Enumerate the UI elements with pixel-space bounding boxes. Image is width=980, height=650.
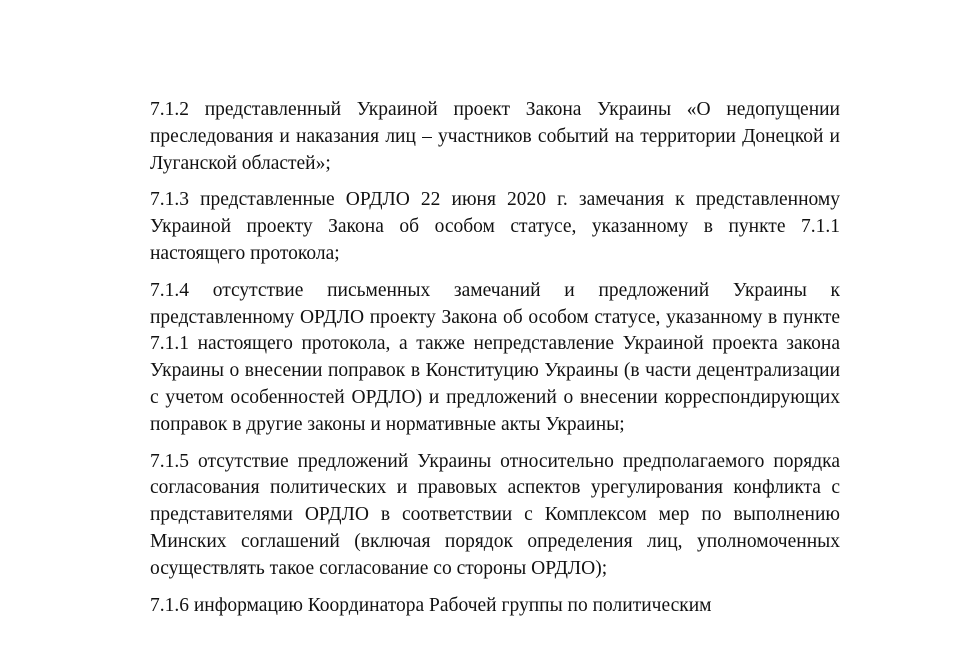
paragraph-7-1-2: 7.1.2 представленный Украиной проект Закона Украины «О недопущении преследования и наказания лиц – участников событий на территории Донецкой и Луганской областей»; — [150, 99, 840, 174]
paragraph-7-1-3: 7.1.3 представленные ОРДЛО 22 июня 2020 г. замечания к представленному Украиной проекту Закона об особом статусе, указанному в пункте 7.1.1 настоящего протокола; — [150, 189, 840, 264]
paragraph-7-1-5: 7.1.5 отсутствие предложений Украины относительно предполагаемого порядка согласования политических и правовых аспектов урегулирования конфликта с представителями ОРДЛО в соответствии с Комплексом мер по выполнению Минских соглашений (включая порядок определения лиц, уполномоченных осуществлять такое согласование со стороны ОРДЛО); — [150, 450, 840, 579]
paragraph-7-1-4: 7.1.4 отсутствие письменных замечаний и предложений Украины к представленному ОРДЛО проекту Закона об особом статусе, указанному в пункте 7.1.1 настоящего протокола, а также непредставление Украиной проекта закона Украины о внесении поправок в Конституцию Украины (в части децентрализации с учетом особенностей ОРДЛО) и предложений о внесении корреспондирующих поправок в другие законы и нормативные акты Украины; — [150, 279, 840, 435]
paragraph-7-1-6: 7.1.6 информацию Координатора Рабочей группы по политическим — [150, 594, 712, 616]
document-body — [150, 97, 840, 619]
